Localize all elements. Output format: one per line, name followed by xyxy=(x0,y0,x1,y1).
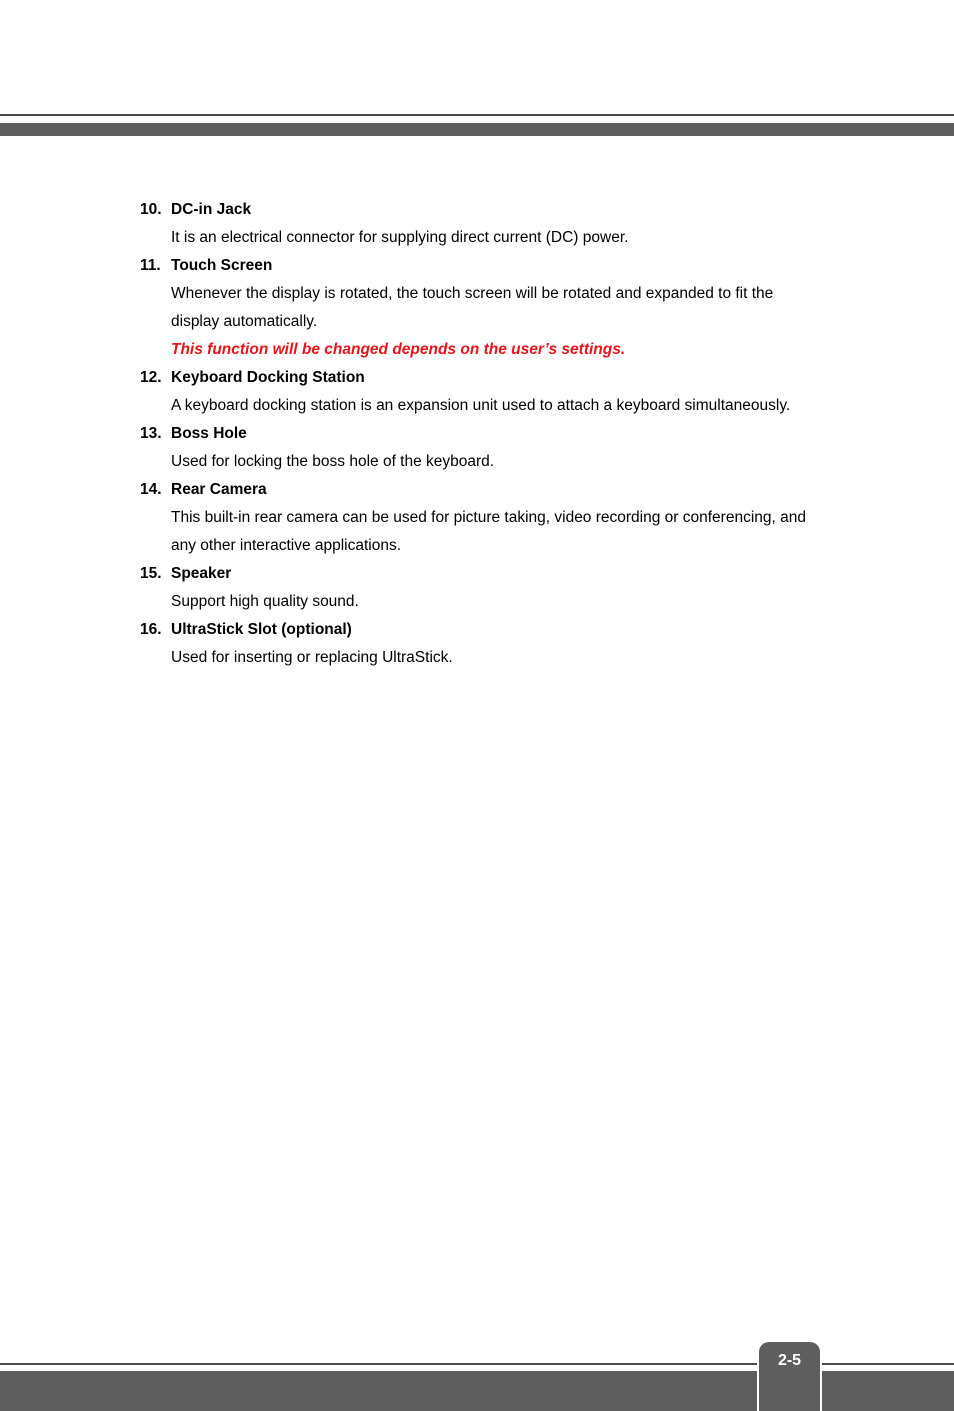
item-number: 14. xyxy=(140,481,162,498)
item-number: 13. xyxy=(140,425,162,442)
list-item xyxy=(140,616,830,672)
item-description: This built-in rear camera can be used for picture taking, video recording or conferencing, and any other interactive applications. xyxy=(171,509,806,554)
list-item xyxy=(140,196,830,252)
item-title: UltraStick Slot (optional) xyxy=(171,621,352,638)
list-item xyxy=(140,252,830,364)
item-heading xyxy=(140,252,830,280)
item-title: Keyboard Docking Station xyxy=(171,369,365,386)
item-description: Used for locking the boss hole of the keyboard. xyxy=(171,453,495,470)
list-item xyxy=(140,476,830,560)
item-number: 16. xyxy=(140,621,162,638)
item-warning-note: This function will be changed depends on the user’s settings. xyxy=(171,341,626,358)
item-heading xyxy=(140,364,830,392)
item-heading xyxy=(140,196,830,224)
item-title: Speaker xyxy=(171,565,232,582)
header-rule xyxy=(0,114,954,116)
item-heading xyxy=(140,420,830,448)
item-description: Support high quality sound. xyxy=(171,593,359,610)
list-item xyxy=(140,420,830,476)
item-description: Whenever the display is rotated, the touch screen will be rotated and expanded to fit the display automatically. xyxy=(171,285,774,330)
component-list xyxy=(140,196,830,672)
header-bar xyxy=(0,123,954,136)
item-number: 11. xyxy=(140,257,161,274)
item-heading xyxy=(140,616,830,644)
item-number: 15. xyxy=(140,565,162,582)
item-title: Boss Hole xyxy=(171,425,247,442)
page-number: 2-5 xyxy=(777,1352,802,1369)
item-title: Rear Camera xyxy=(171,481,267,498)
item-title: Touch Screen xyxy=(171,257,273,274)
list-item xyxy=(140,364,830,420)
item-heading xyxy=(140,476,830,504)
item-description: Used for inserting or replacing UltraStick. xyxy=(171,649,453,666)
item-number: 12. xyxy=(140,369,162,386)
item-description: It is an electrical connector for supplying direct current (DC) power. xyxy=(171,229,629,246)
item-title: DC-in Jack xyxy=(171,201,252,218)
item-heading xyxy=(140,560,830,588)
item-description: A keyboard docking station is an expansion unit used to attach a keyboard simultaneously. xyxy=(171,397,791,414)
item-number: 10. xyxy=(140,201,162,218)
list-item xyxy=(140,560,830,616)
